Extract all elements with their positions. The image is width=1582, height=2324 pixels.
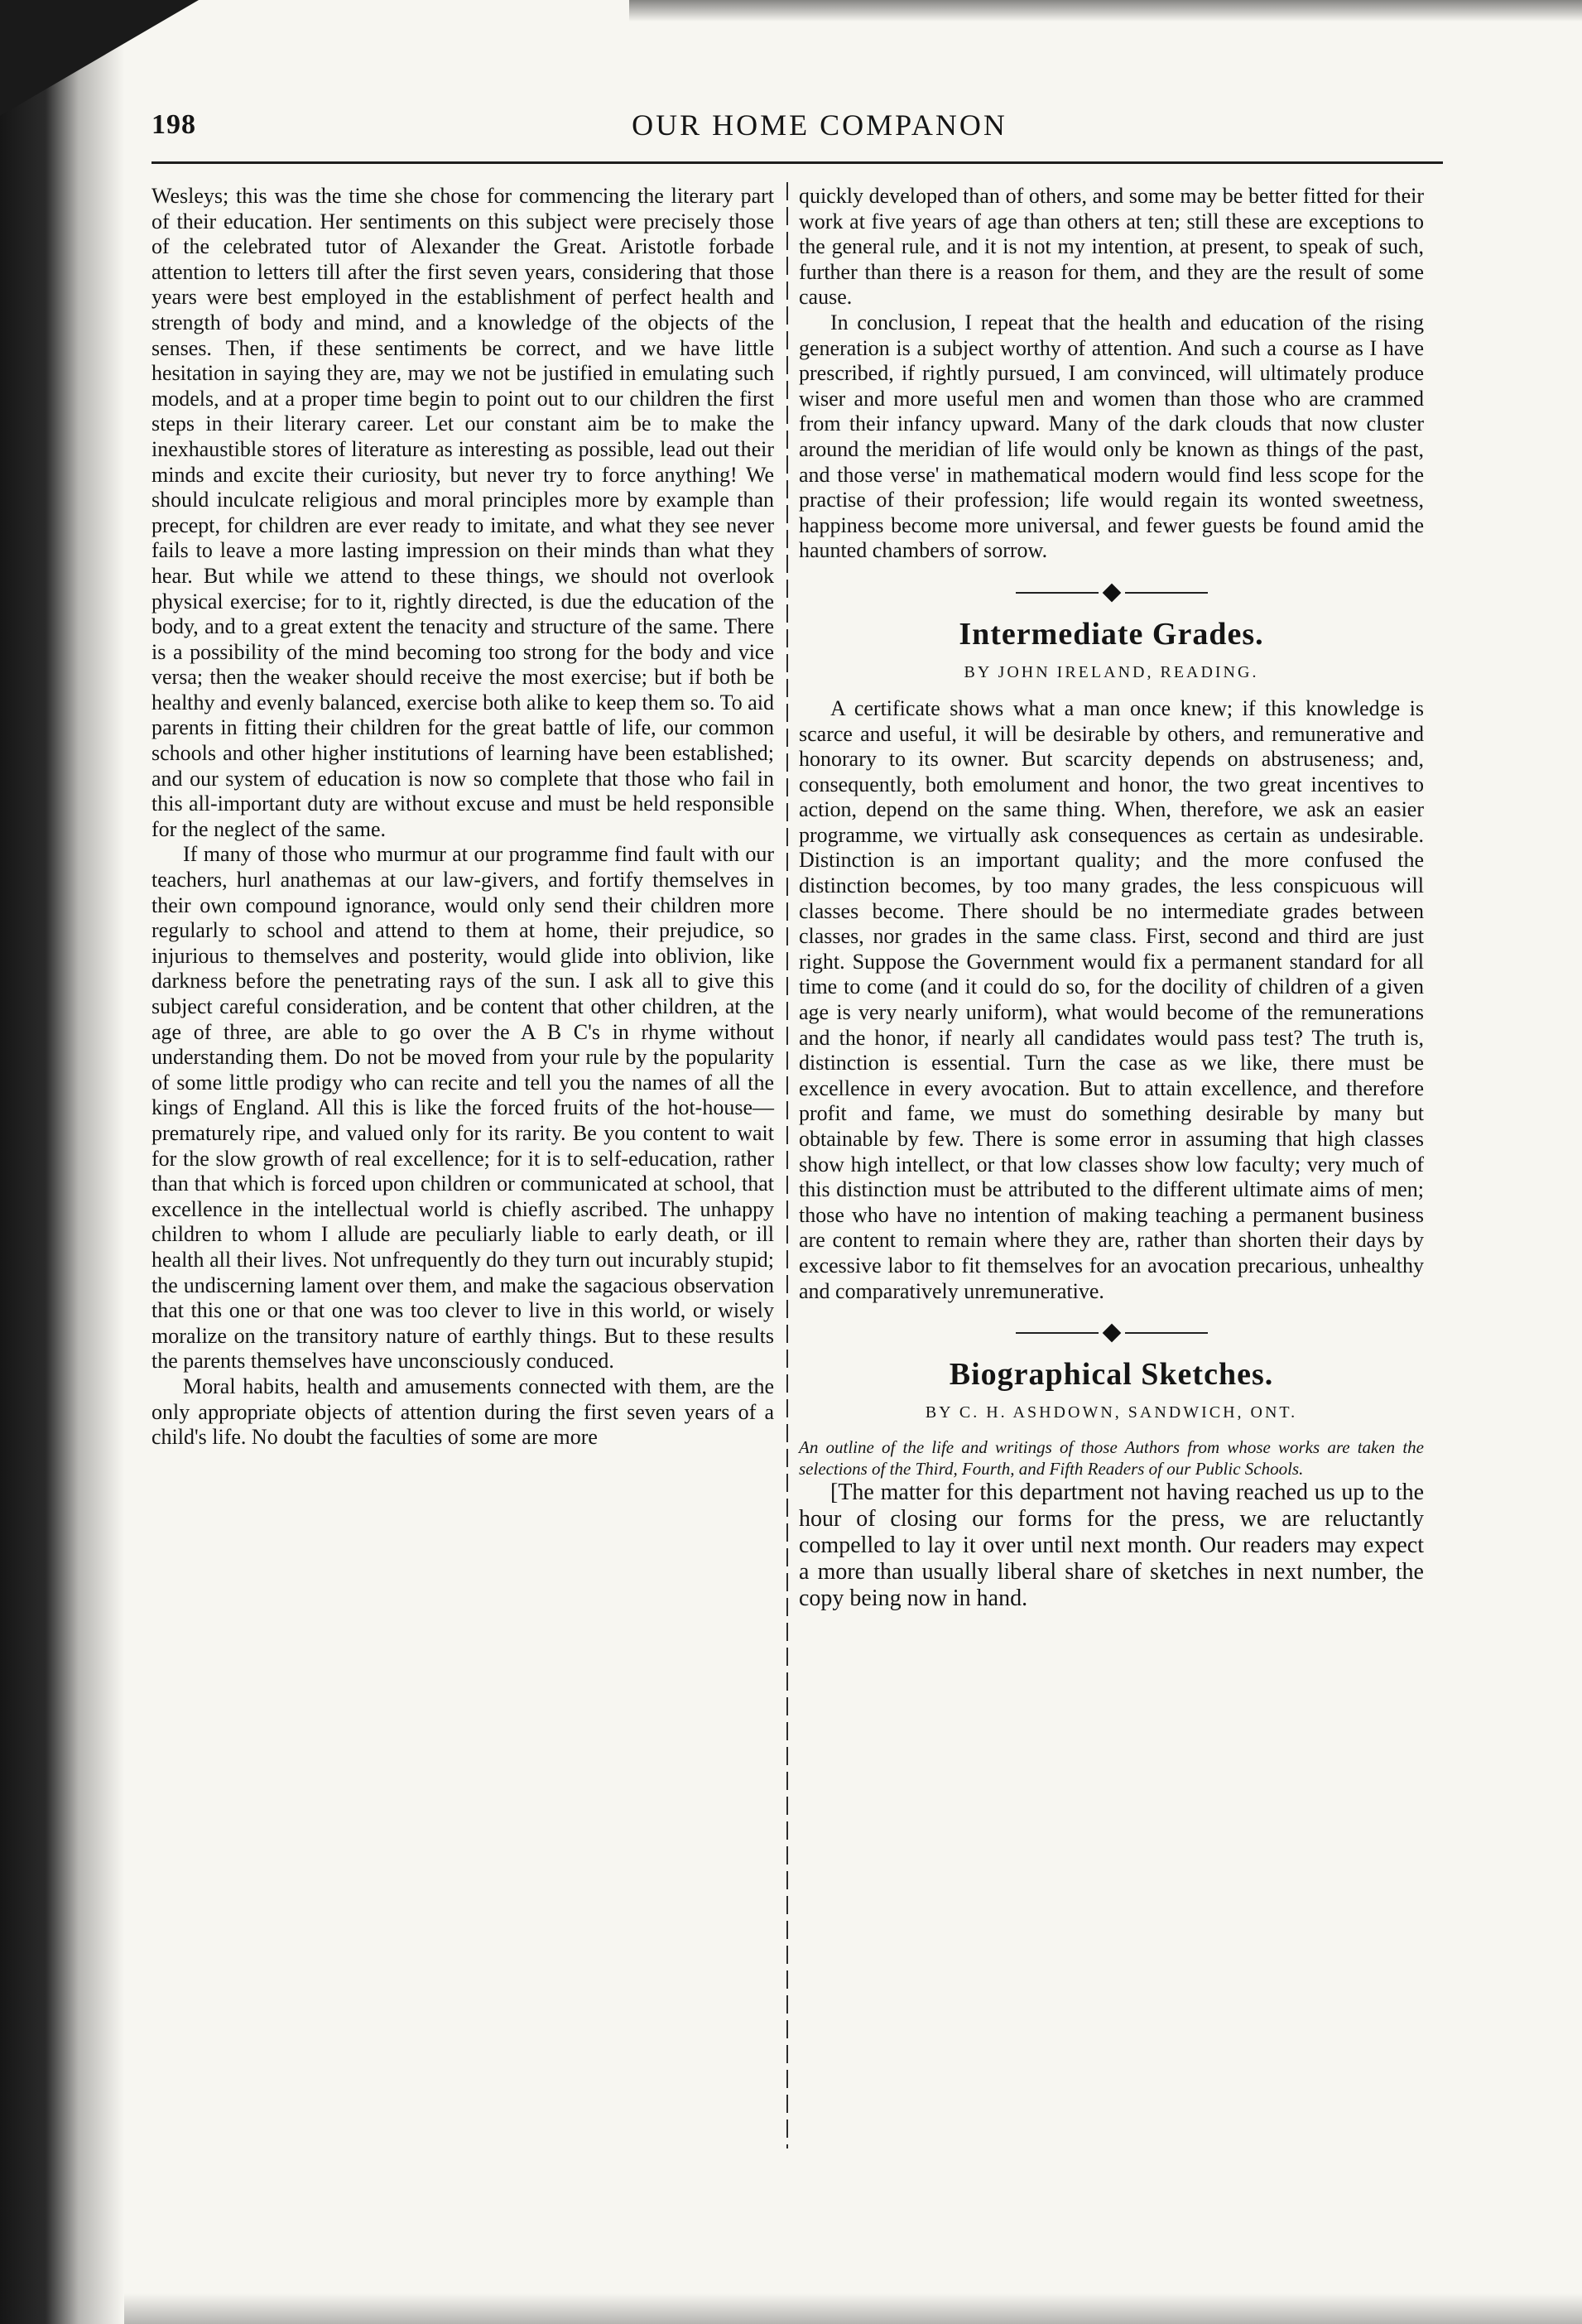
biographical-sketches-paragraph: [The matter for this department not having reached us up to the hour of closing our forms for the press, we are reluctantly compelled to lay it over until next month. Our readers may expect a more than usually liberal share of sketches in next number, the copy being now in hand. <box>799 1480 1424 1612</box>
right-continuation-1: quickly developed than of others, and some may be better fitted for their work at five years of age than others at ten; still these are exceptions to the general rule, and it is not my intention, at present, to speak of such, further than there is a reason for them, and they are the result of some cause. <box>799 184 1424 310</box>
section-title-intermediate-grades: Intermediate Grades. <box>959 616 1264 652</box>
section-title-biographical-sketches: Biographical Sketches. <box>949 1357 1274 1393</box>
scan-shadow-top <box>629 0 1582 22</box>
header-rule <box>151 161 1443 164</box>
left-paragraph-2: If many of those who murmur at our programme find fault with our teachers, hurl anathemas at our law-givers, and fortify themselves in their own compound ignorance, would only send their children more regularly to school and attend to them at home, their prejudice, so injurious to themselves and posterity, would glide into oblivion, like darkness before the penetrating rays of the sun. I ask all to give this subject careful consideration, and be content that other children, at the age of three, are able to go over the A B C's in rhyme without understanding them. Do not be moved from your rule by the popularity of some little prodigy who can recite and tell you the names of all the kings of England. All this is like the forced fruits of the hot-house—prematurely ripe, and valued only for its rarity. Be you content to wait for the slow growth of real excellence; for it is to self-education, rather than that which is forced upon children or communicated at school, that excellence in the intellectual world is chiefly ascribed. The unhappy children to whom I allude are peculiarly liable to early death, or ill health all their lives. Not unfrequently do they turn out incurably stupid; the undiscerning lament over them, and make the sagacious observation that this one or that one was too clever to live in this world, or wisely moralize on the transitory nature of earthly things. But to these results the parents themselves have unconsciously conduced. <box>151 842 774 1374</box>
byline-biographical-sketches: BY C. H. ASHDOWN, SANDWICH, ONT. <box>925 1403 1298 1422</box>
column-divider <box>786 182 788 2148</box>
biographical-sketches-note: An outline of the life and writings of those Authors from whose works are taken the selections of the Third, Fourth, and Fifth Readers of our Public Schools. <box>799 1437 1424 1480</box>
scan-shadow-left <box>0 0 124 2324</box>
byline-intermediate-grades: BY JOHN IRELAND, READING. <box>964 662 1259 681</box>
section-ornament-2 <box>799 1319 1424 1344</box>
page-number: 198 <box>151 109 196 140</box>
left-column <box>151 184 774 1451</box>
running-title: OUR HOME COMPANON <box>632 108 1007 142</box>
right-column <box>799 184 1424 1612</box>
section-ornament-1 <box>799 579 1424 604</box>
left-paragraph-3: Moral habits, health and amusements connected with them, are the only appropriate objects of attention during the first seven years of a child's life. No doubt the faculties of some are more <box>151 1374 774 1450</box>
right-continuation-2: In conclusion, I repeat that the health and education of the rising generation is a subject worthy of attention. And such a course as I have prescribed, if rightly pursued, I am convinced, will ultimately produce wiser and more useful men and women than those who are crammed from their infancy upward. Many of the dark clouds that now cluster around the meridian of life would only be known as things of the past, and those verse' in mathematical modern would find less scope for the practise of their profession; life would regain its wonted sweetness, happiness become more universal, and fewer guests be found amid the haunted chambers of sorrow. <box>799 310 1424 563</box>
scan-shadow-corner <box>0 0 199 116</box>
left-paragraph-1: Wesleys; this was the time she chose for commencing the literary part of their education. Her sentiments on this subject were precisely those of the celebrated tutor of Alexander the Great. Aristotle forbade attention to letters till after the first seven years, considering that those years were best employed in the establishment of perfect health and strength of body and mind, and a knowledge of the objects of the senses. Then, if these sentiments be correct, and we have little hesitation in saying they are, may we not be justified in emulating such models, and at a proper time begin to point out to our children the first steps in their literary career. Let our constant aim be to make the inexhaustible stores of literature as interesting as possible, lead out their minds and excite their curiosity, but never try to force anything! We should inculcate religious and moral principles more by example than precept, for children are ever ready to imitate, and what they see never fails to leave a more lasting impression on their minds than what they hear. But while we attend to these things, we should not overlook physical exercise; for to it, rightly directed, is due the education of the body, and to a great extent the tenacity and structure of the same. There is a possibility of the mind becoming too strong for the body and vice versa; then the weaker should receive the most exercise; but if both be healthy and evenly balanced, exercise both alike to keep them so. To aid parents in fitting their children for the great battle of life, our common schools and other higher institutions of learning have been established; and our system of education is now so complete that those who fail in this all-important duty are without excuse and must be held responsible for the neglect of the same. <box>151 184 774 841</box>
intermediate-grades-paragraph: A certificate shows what a man once knew; if this knowledge is scarce and useful, it will be desirable by others, and remunerative and honorary to its owner. But scarcity depends on abstruseness; and, consequently, both emolument and honor, the two great incentives to action, depend on the same thing. When, therefore, we ask an easier programme, we virtually ask consequences as certain as undesirable. Distinction is an important quality; and the more confused the distinction becomes, by too many grades, the less conspicuous will classes become. There should be no intermediate grades between classes, nor grades in the same class. First, second and third are just right. Suppose the Government would fix a permanent standard for all time to come (and it could do so, for the docility of children of a given age is very nearly uniform), what would become of the remunerations and the honor, if nearly all candidates would pass test? The truth is, distinction is essential. Turn the case as we like, there must be excellence in every avocation. But to attain excellence, and therefore profit and fame, we must do something desirable by many but obtainable by few. There is some error in assuming that high classes show high intellect, or that low classes show low faculty; very much of this distinction must be attributed to the different ultimate aims of men; those who have no intention of making teaching a permanent business are content to remain where they are, rather than shorten their days by excessive labor to fit themselves for an avocation precarious, unhealthy and comparatively unremunerative. <box>799 695 1424 1303</box>
scan-shadow-bottom <box>124 2293 1582 2324</box>
